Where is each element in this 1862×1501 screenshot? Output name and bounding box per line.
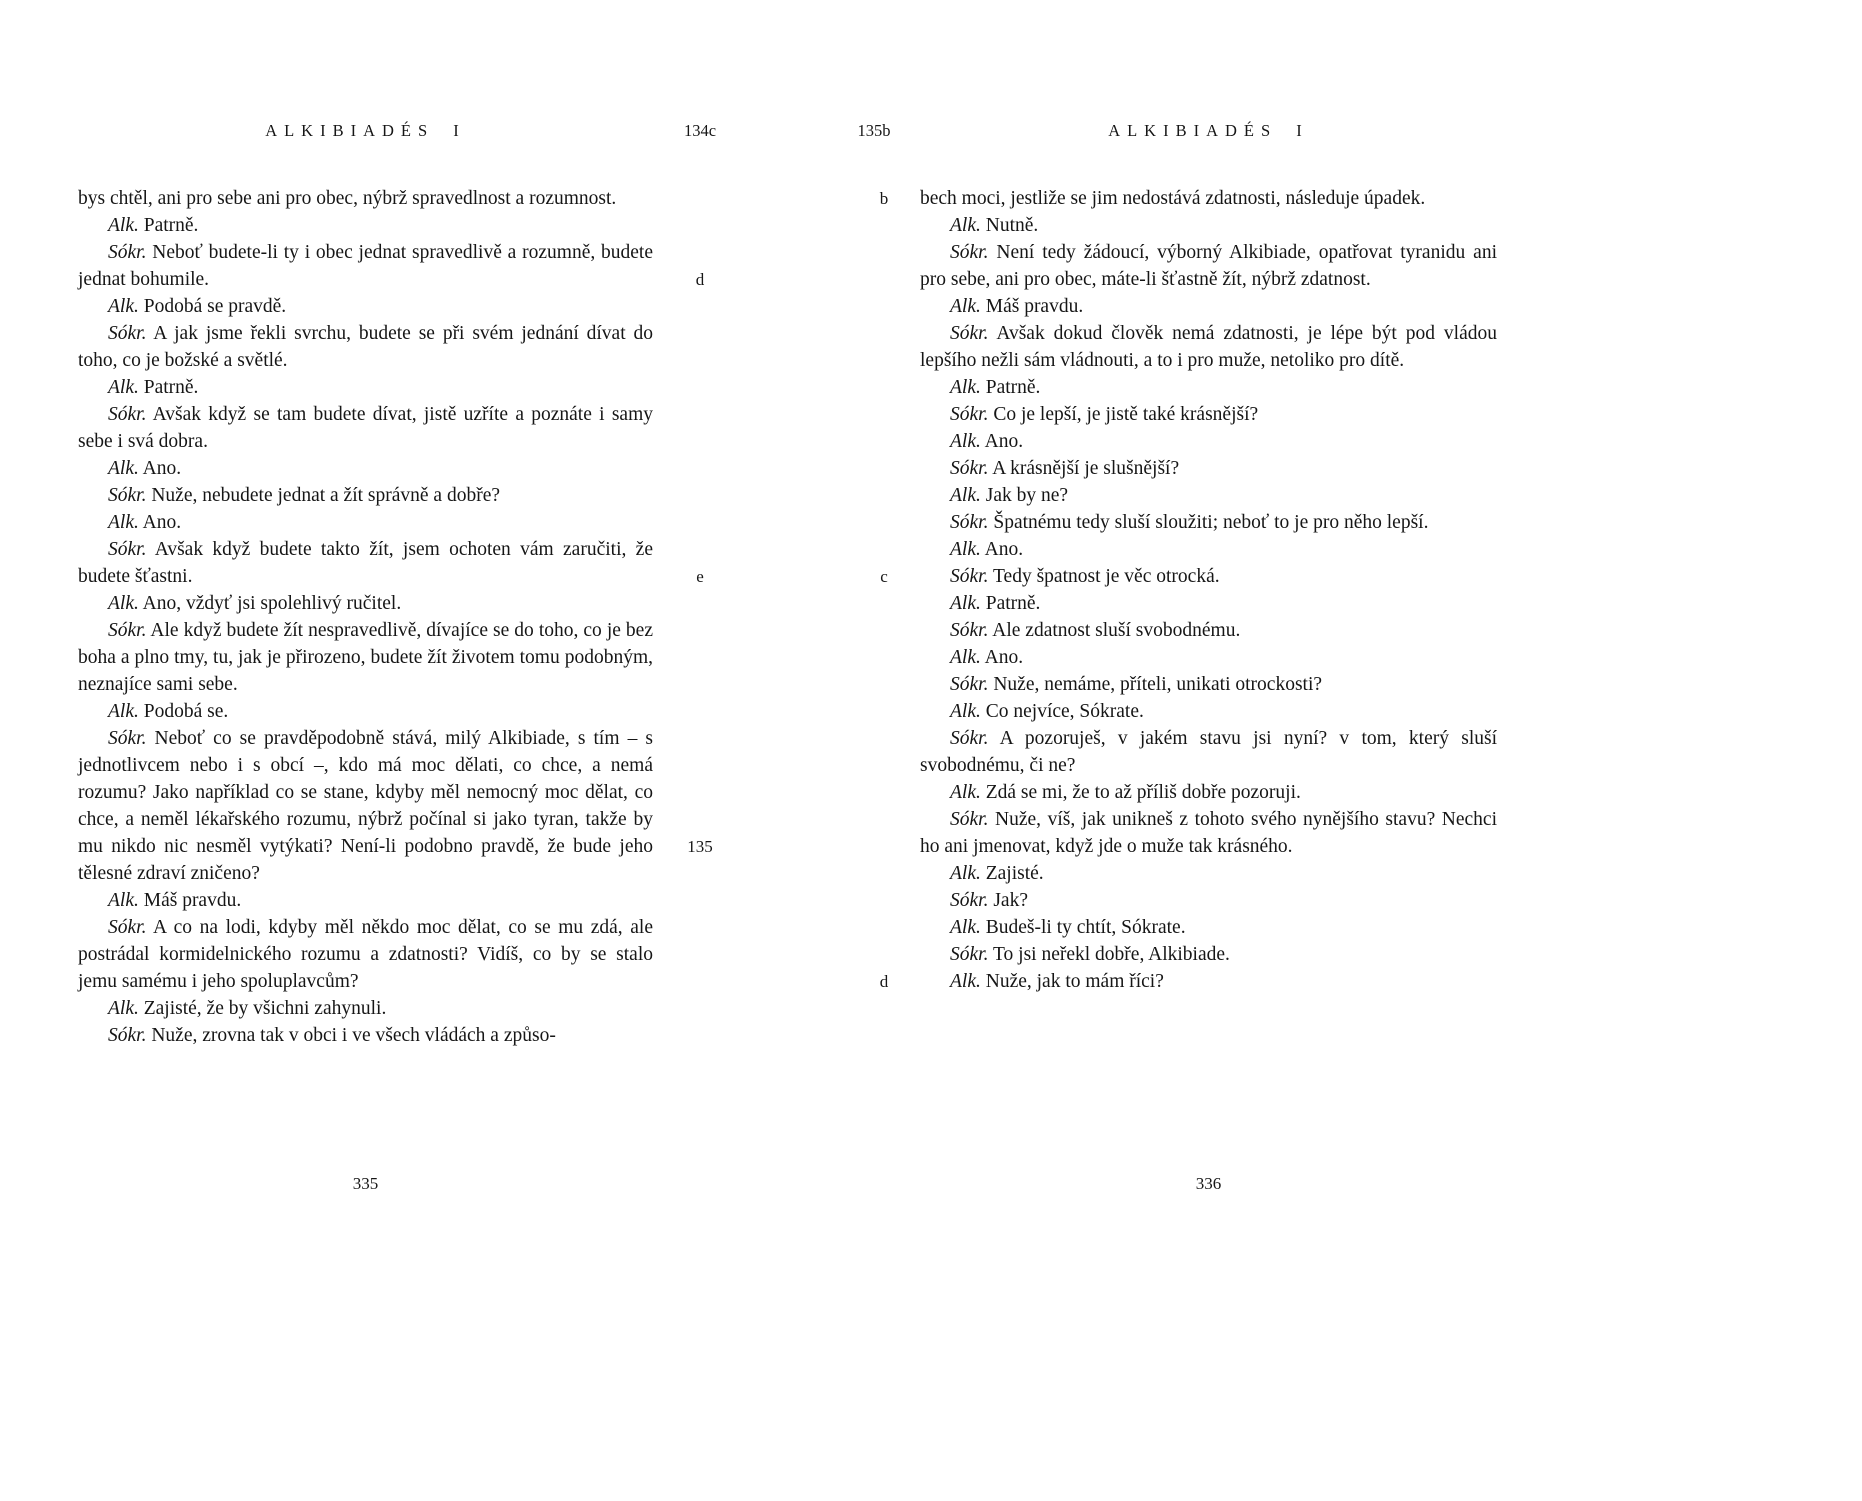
speaker-label: Alk. bbox=[950, 917, 981, 938]
dialogue-paragraph: Sókr. Neboť co se pravděpodobně stává, milý Alkibiade, s tím – s jednotlivcem nebo i s obcí –, kdo má moc dělati, co chce, a nemá rozumu? Jako například co se stane, kdyby měl nemocný moc dělat, co chce, a neměl lékařského rozumu, nýbrž počínal si jako tyran, takže by mu nikdo nic nesměl vytýkati? Není-li podobno pravdě, že bude jeho tělesné zdraví zničeno? bbox=[78, 728, 653, 884]
dialogue-paragraph: Alk. Ano. bbox=[950, 539, 1024, 560]
speaker-label: Alk. bbox=[950, 971, 981, 992]
dialogue-paragraph: Alk. Patrně. bbox=[108, 377, 199, 398]
dialogue-paragraph: Alk. Zdá se mi, že to až příliš dobře pozoruji. bbox=[950, 782, 1301, 803]
speaker-label: Alk. bbox=[108, 215, 139, 236]
speaker-label: Alk. bbox=[108, 701, 139, 722]
dialogue-paragraph: Alk. Ano. bbox=[950, 647, 1024, 668]
dialogue-paragraph: Alk. Zajisté, že by všichni zahynuli. bbox=[108, 998, 387, 1019]
dialogue-paragraph: Sókr. Špatnému tedy sluší sloužiti; neboť to je pro něho lepší. bbox=[950, 512, 1429, 533]
speaker-label: Alk. bbox=[108, 458, 139, 479]
dialogue-paragraph: Sókr. A co na lodi, kdyby měl někdo moc dělat, co se mu zdá, ale postrádal kormidelnického rozumu a zdatnosti? Vidíš, co by se stalo jemu samému i jeho spoluplavcům? bbox=[78, 917, 653, 992]
stephanus-page-ref: 134c bbox=[683, 121, 717, 140]
speaker-label: Alk. bbox=[950, 485, 981, 506]
margin-notes-column bbox=[868, 185, 900, 1145]
speaker-label: Alk. bbox=[108, 377, 139, 398]
dialogue-paragraph: Alk. Nuže, jak to mám říci? bbox=[950, 971, 1164, 992]
dialogue-paragraph: Sókr. Avšak dokud člověk nemá zdatnosti, je lépe být pod vládou lepšího nežli sám vládnouti, a to i pro muže, netoliko pro dítě. bbox=[920, 323, 1497, 371]
dialogue-paragraph: Alk. Ano. bbox=[108, 458, 182, 479]
speaker-label: Sókr. bbox=[950, 566, 989, 587]
speaker-label: Sókr. bbox=[108, 728, 147, 749]
stephanus-page-ref: 135b bbox=[857, 121, 891, 140]
speaker-label: Alk. bbox=[108, 512, 139, 533]
dialogue-paragraph: Alk. Ano. bbox=[108, 512, 182, 533]
running-head: ALKIBIADÉS I bbox=[265, 121, 466, 140]
dialogue-paragraph: Sókr. Avšak když budete takto žít, jsem ochoten vám zaručiti, že budete šťastni. bbox=[78, 539, 653, 587]
speaker-label: Sókr. bbox=[108, 620, 147, 641]
dialogue-paragraph: Alk. Ano. bbox=[950, 431, 1024, 452]
speaker-label: Alk. bbox=[950, 782, 981, 803]
speaker-label: Sókr. bbox=[950, 404, 989, 425]
stephanus-margin-note: d bbox=[879, 972, 889, 991]
speaker-label: Alk. bbox=[108, 296, 139, 317]
speaker-label: Alk. bbox=[950, 647, 981, 668]
dialogue-paragraph: Sókr. Není tedy žádoucí, výborný Alkibiade, opatřovat tyranidu ani pro sebe, ani pro obec, máte-li šťastně žít, nýbrž zdatnost. bbox=[920, 242, 1497, 290]
page-number: 335 bbox=[352, 1174, 379, 1193]
speaker-label: Alk. bbox=[108, 593, 139, 614]
speaker-label: Sókr. bbox=[950, 809, 989, 830]
speaker-label: Sókr. bbox=[950, 458, 989, 479]
speaker-label: Sókr. bbox=[950, 728, 989, 749]
speaker-label: Sókr. bbox=[950, 620, 989, 641]
dialogue-paragraph: Alk. Nutně. bbox=[950, 215, 1039, 236]
dialogue-paragraph: Alk. Zajisté. bbox=[950, 863, 1044, 884]
dialogue-paragraph: Sókr. Nuže, zrovna tak v obci i ve všech vládách a způso- bbox=[108, 1025, 556, 1046]
speaker-label: Sókr. bbox=[108, 404, 147, 425]
speaker-label: Sókr. bbox=[108, 242, 147, 263]
dialogue-paragraph: Alk. Budeš-li ty chtít, Sókrate. bbox=[950, 917, 1186, 938]
dialogue-paragraph: Sókr. Ale když budete žít nespravedlivě, dívajíce se do toho, co je bez boha a plno tmy, tu, jak je přirozeno, budete žít životem tomu podobným, neznajíce sami sebe. bbox=[78, 620, 653, 695]
dialogue-paragraph: Alk. Patrně. bbox=[950, 593, 1041, 614]
speaker-label: Sókr. bbox=[950, 242, 989, 263]
speaker-label: Alk. bbox=[108, 998, 139, 1019]
stephanus-margin-note: c bbox=[880, 567, 888, 586]
stephanus-margin-note: d bbox=[695, 270, 705, 289]
stephanus-margin-note: e bbox=[696, 567, 704, 586]
dialogue-paragraph: Alk. Patrně. bbox=[950, 377, 1041, 398]
dialogue-paragraph: Sókr. Jak? bbox=[950, 890, 1028, 911]
speaker-label: Alk. bbox=[108, 890, 139, 911]
speaker-label: Alk. bbox=[950, 539, 981, 560]
text-column bbox=[920, 185, 1497, 995]
speaker-label: Sókr. bbox=[108, 1025, 147, 1046]
dialogue-paragraph: Sókr. Avšak když se tam budete dívat, jistě uzříte a poznáte i samy sebe i svá dobra. bbox=[78, 404, 653, 452]
speaker-label: Sókr. bbox=[950, 890, 989, 911]
speaker-label: Sókr. bbox=[950, 323, 989, 344]
dialogue-paragraph: bech moci, jestliže se jim nedostává zdatnosti, následuje úpadek. bbox=[920, 188, 1426, 209]
speaker-label: Sókr. bbox=[108, 323, 147, 344]
speaker-label: Alk. bbox=[950, 377, 981, 398]
speaker-label: Alk. bbox=[950, 863, 981, 884]
dialogue-paragraph: Alk. Podobá se pravdě. bbox=[108, 296, 287, 317]
stephanus-margin-note: 135 bbox=[687, 837, 713, 856]
speaker-label: Sókr. bbox=[950, 674, 989, 695]
dialogue-paragraph: Sókr. Ale zdatnost sluší svobodnému. bbox=[950, 620, 1241, 641]
page-number: 336 bbox=[1195, 1174, 1222, 1193]
speaker-label: Alk. bbox=[950, 296, 981, 317]
dialogue-paragraph: Alk. Máš pravdu. bbox=[950, 296, 1084, 317]
dialogue-paragraph: Sókr. Nuže, víš, jak unikneš z tohoto svého nynějšího stavu? Nechci ho ani jmenovat, když jde o muže tak krásného. bbox=[920, 809, 1497, 857]
speaker-label: Sókr. bbox=[950, 944, 989, 965]
dialogue-paragraph: Sókr. A jak jsme řekli svrchu, budete se při svém jednání dívat do toho, co je božské a světlé. bbox=[78, 323, 653, 371]
dialogue-paragraph: Sókr. To jsi neřekl dobře, Alkibiade. bbox=[950, 944, 1230, 965]
dialogue-paragraph: Alk. Jak by ne? bbox=[950, 485, 1069, 506]
speaker-label: Alk. bbox=[950, 701, 981, 722]
speaker-label: Sókr. bbox=[950, 512, 989, 533]
dialogue-paragraph: Sókr. Nuže, nemáme, příteli, unikati otrockosti? bbox=[950, 674, 1323, 695]
dialogue-paragraph: Sókr. Co je lepší, je jistě také krásnější? bbox=[950, 404, 1259, 425]
dialogue-paragraph: Sókr. Neboť budete-li ty i obec jednat spravedlivě a rozumně, budete jednat bohumile. bbox=[78, 242, 653, 290]
speaker-label: Sókr. bbox=[108, 485, 147, 506]
dialogue-paragraph: Alk. Ano, vždyť jsi spolehlivý ručitel. bbox=[108, 593, 402, 614]
speaker-label: Sókr. bbox=[108, 917, 147, 938]
dialogue-paragraph: Sókr. A krásnější je slušnější? bbox=[950, 458, 1180, 479]
dialogue-paragraph: bys chtěl, ani pro sebe ani pro obec, nýbrž spravedlnost a rozumnost. bbox=[78, 188, 617, 209]
dialogue-paragraph: Alk. Máš pravdu. bbox=[108, 890, 242, 911]
dialogue-paragraph: Alk. Podobá se. bbox=[108, 701, 229, 722]
dialogue-paragraph: Sókr. A pozoruješ, v jakém stavu jsi nyní? v tom, který sluší svobodnému, či ne? bbox=[920, 728, 1497, 776]
speaker-label: Alk. bbox=[950, 431, 981, 452]
speaker-label: Alk. bbox=[950, 593, 981, 614]
dialogue-paragraph: Sókr. Tedy špatnost je věc otrocká. bbox=[950, 566, 1220, 587]
speaker-label: Alk. bbox=[950, 215, 981, 236]
running-head: ALKIBIADÉS I bbox=[1108, 121, 1309, 140]
dialogue-paragraph: Sókr. Nuže, nebudete jednat a žít správně a dobře? bbox=[108, 485, 501, 506]
dialogue-paragraph: Alk. Co nejvíce, Sókrate. bbox=[950, 701, 1144, 722]
speaker-label: Sókr. bbox=[108, 539, 147, 560]
stephanus-margin-note: b bbox=[879, 189, 889, 208]
dialogue-paragraph: Alk. Patrně. bbox=[108, 215, 199, 236]
